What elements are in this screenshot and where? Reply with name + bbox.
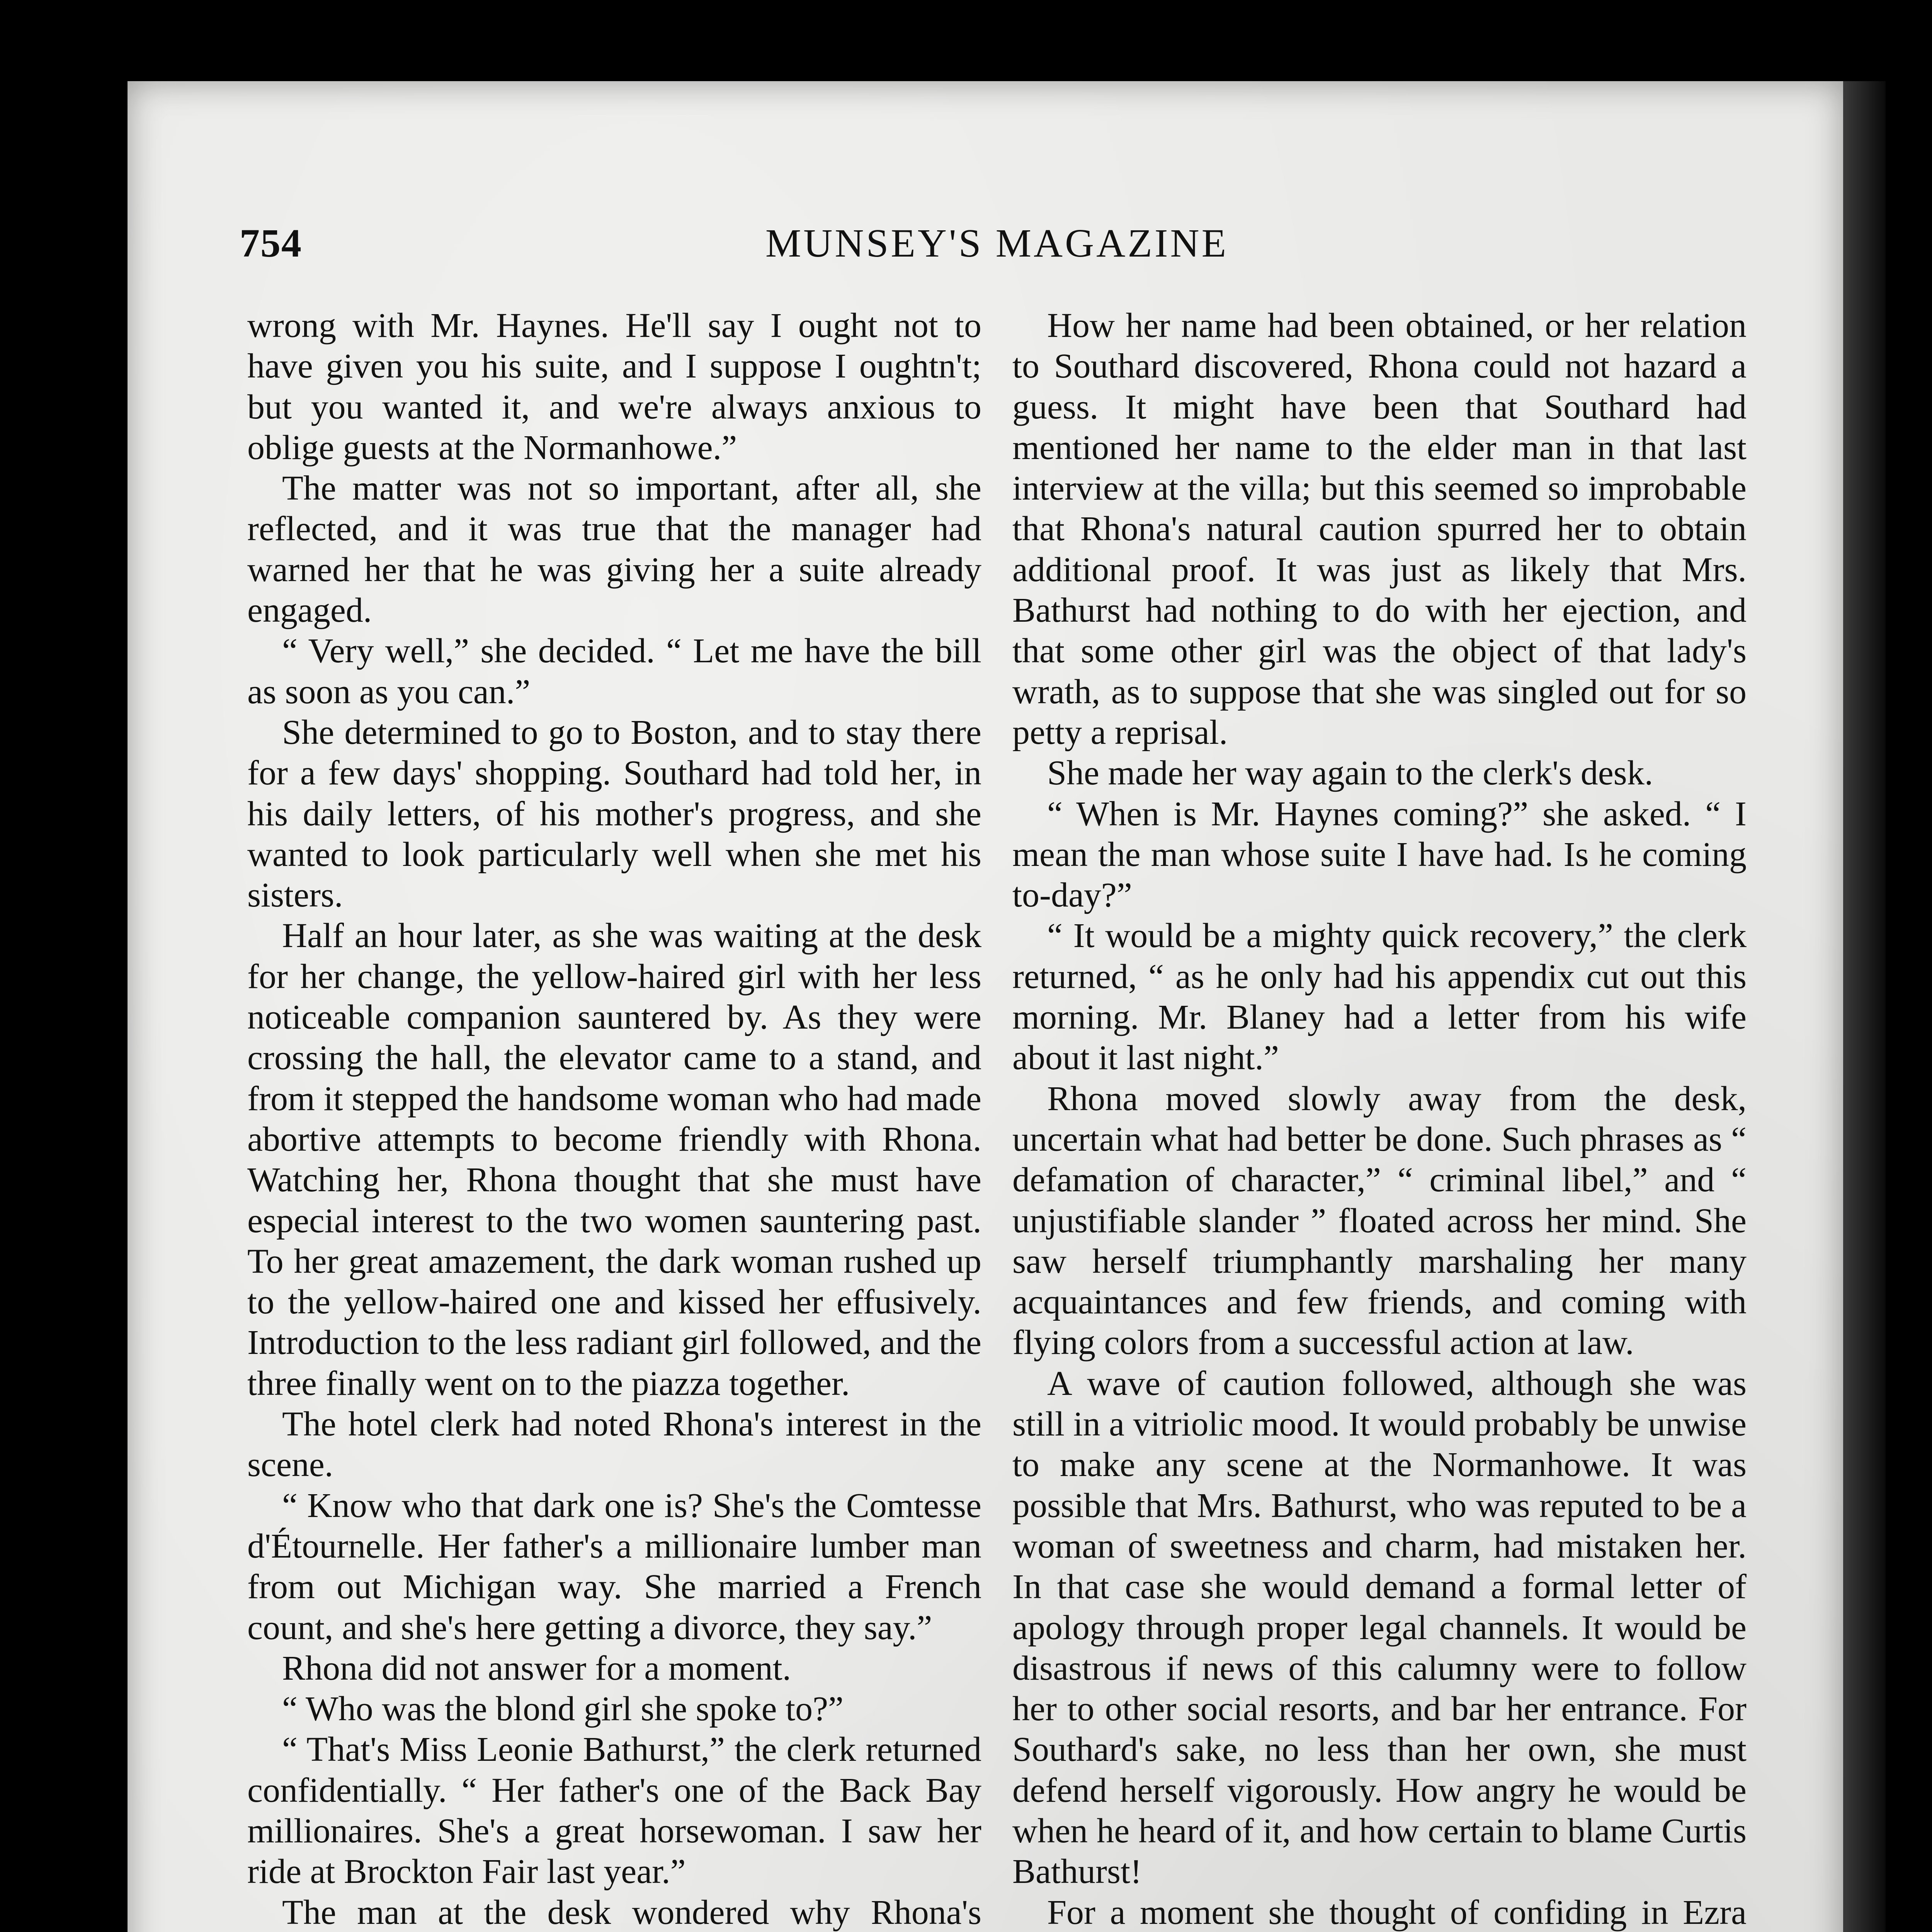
paragraph: Rhona moved slowly away from the desk, uncertain what had better be done. Such phrases as “ defamation of character,” “ criminal libel,” and “ unjustifiable slander ” floated across her mind. She saw herself triumphantly marshaling her many acquaintances and few friends, and coming with flying colors from a successful action at law. — [1012, 1079, 1747, 1362]
running-title: MUNSEY'S MAGAZINE — [765, 221, 1229, 265]
paragraph: The man at the desk wondered why Rhona's — [282, 1893, 981, 1932]
paragraph: “ Very well,” she decided. “ Let me have the bill as soon as you can.” — [247, 632, 981, 711]
page-header — [240, 220, 1754, 278]
paragraph: Half an hour later, as she was waiting at the desk for her change, the yellow-haired girl with her less noticeable companion sauntered by. As they were crossing the hall, the elevator came to a stand, and from it stepped the handsome woman who had made abortive attempts to become friendly with Rhona. Watching her, Rhona thought that she must have especial interest to the two women sauntering past. To her great amazement, the dark woman rushed up to the yellow-haired one and kissed her effusively. Introduction to the less radiant girl followed, and the three finally went on to the piazza together. — [247, 917, 981, 1403]
paragraph: Rhona did not answer for a moment. — [282, 1649, 791, 1687]
paragraph: How her name had been obtained, or her relation to Southard discovered, Rhona could not hazard a guess. It might have been that Southard had mentioned her name to the elder man in that last interview at the villa; but this seemed so improbable that Rhona's natural caution spurred her to obtain additional proof. It was just as likely that Mrs. Bathurst had nothing to do with her ejection, and that some other girl was the object of that lady's wrath, as to suppose that she was singled out for so petty a reprisal. — [1012, 306, 1747, 752]
paragraph: “ When is Mr. Haynes coming?” she asked. “ I mean the man whose suite I have had. Is he coming to-day?” — [1012, 794, 1747, 915]
paragraph: The matter was not so important, after all, she reflected, and it was true that the manager had warned her that he was giving her a suite already engaged. — [247, 469, 981, 630]
paragraph: “ Know who that dark one is? She's the Comtesse d'Étournelle. Her father's a millionaire lumber man from out Michigan way. She married a French count, and she's here getting a divorce, they say.” — [247, 1486, 981, 1647]
paragraph: wrong with Mr. Haynes. He'll say I ought not to have given you his suite, and I suppose I oughtn't; but you wanted it, and we're always anxious to oblige guests at the Normanhowe.” — [247, 306, 981, 467]
paragraph: “ Who was the blond girl she spoke to?” — [282, 1690, 844, 1728]
paragraph: “ That's Miss Leonie Bathurst,” the clerk returned confidentially. “ Her father's one of the Back Bay millionaires. She's a great horsewoman. I saw her ride at Brockton Fair last year.” — [247, 1730, 981, 1891]
paragraph: “ It would be a mighty quick recovery,” the clerk returned, “ as he only had his appendix cut out this morning. Mr. Blaney had a letter from his wife about it last night.” — [1012, 917, 1747, 1077]
paragraph: For a moment she thought of confiding in Ezra — [1047, 1893, 1747, 1932]
paragraph: The hotel clerk had noted Rhona's interest in the scene. — [247, 1405, 981, 1484]
right-column — [1012, 305, 1747, 1932]
page-number: 754 — [240, 221, 302, 265]
left-column — [247, 305, 981, 1932]
paragraph: She made her way again to the clerk's desk. — [1047, 754, 1653, 793]
page-edge-shadow — [1843, 81, 1886, 1932]
paragraph: She determined to go to Boston, and to stay there for a few days' shopping. Southard had told her, in his daily letters, of his mother's progress, and she wanted to look particularly well when she met his sisters. — [247, 713, 981, 915]
paragraph: A wave of caution followed, although she was still in a vitriolic mood. It would probably be unwise to make any scene at the Normanhowe. It was possible that Mrs. Bathurst, who was reputed to be a woman of sweetness and charm, had mistaken her. In that case she would demand a formal letter of apology through proper legal channels. It would be disastrous if news of this calumny were to follow her to other social resorts, and bar her entrance. For Southard's sake, no less than her own, she must defend herself vigorously. How angry he would be when he heard of it, and how certain to blame Curtis Bathurst! — [1012, 1364, 1747, 1891]
